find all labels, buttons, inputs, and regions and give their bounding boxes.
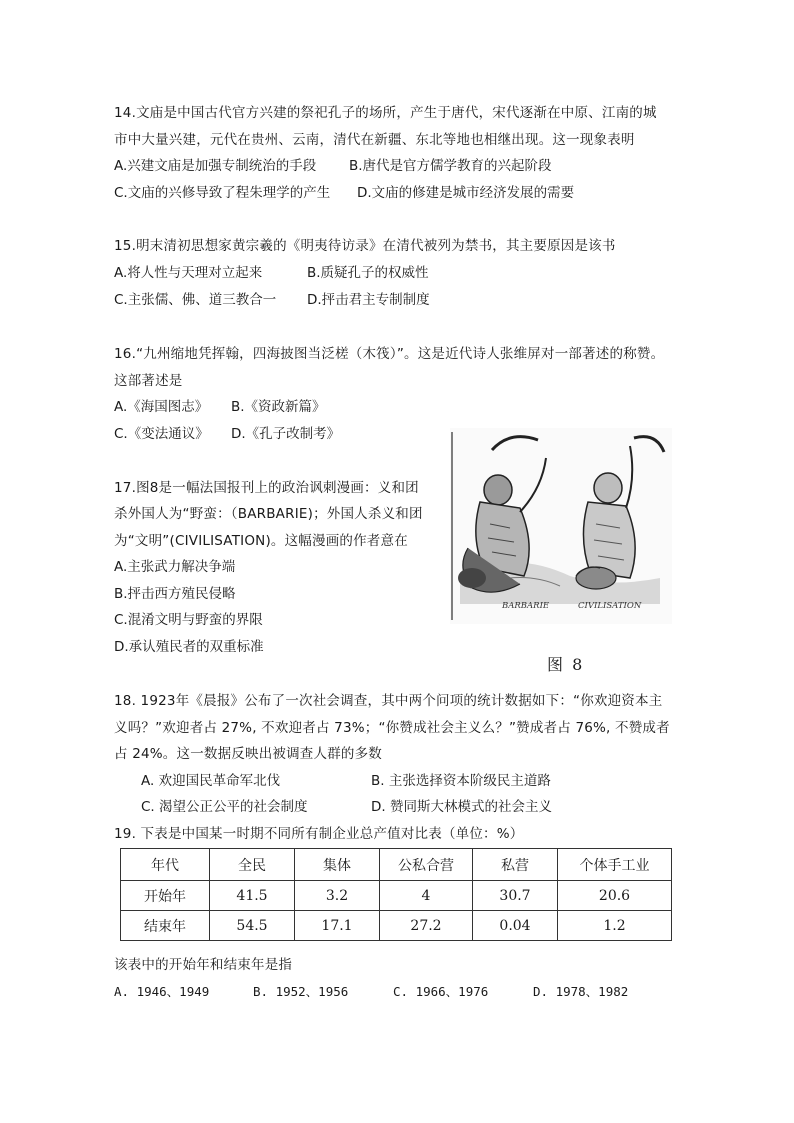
q16-option-c: C.《变法通议》 xyxy=(114,426,209,442)
table-header-cell: 集体 xyxy=(295,849,380,881)
figure-label-barbarie: BARBARIE xyxy=(502,601,550,611)
q16-option-b: B.《资政新篇》 xyxy=(231,399,326,415)
output-value-table xyxy=(120,848,672,941)
table-cell: 3.2 xyxy=(295,881,380,911)
q16-option-d: D.《孔子改制考》 xyxy=(231,426,341,442)
q17-option-b: B.抨击西方殖民侵略 xyxy=(114,586,236,602)
q16-stem-line2: 这部著述是 xyxy=(114,373,183,389)
q18-stem-line1: 18. 1923年《晨报》公布了一次社会调查，其中两个问项的统计数据如下：“你欢迎资本主 xyxy=(114,693,663,709)
q18-option-b: B. 主张选择资本阶级民主道路 xyxy=(371,773,551,789)
table-cell: 27.2 xyxy=(380,911,473,941)
q18-option-d: D. 赞同斯大林模式的社会主义 xyxy=(371,799,552,815)
q16-option-a: A.《海国图志》 xyxy=(114,399,209,415)
table-cell: 1.2 xyxy=(558,911,672,941)
table-cell: 30.7 xyxy=(473,881,558,911)
q19-option-b: B. 1952、1956 xyxy=(253,984,349,999)
table-header-cell: 公私合营 xyxy=(380,849,473,881)
table-cell: 20.6 xyxy=(558,881,672,911)
table-header-cell: 全民 xyxy=(210,849,295,881)
q15-stem: 15.明末清初思想家黄宗羲的《明夷待访录》在清代被列为禁书，其主要原因是该书 xyxy=(114,238,616,254)
table-cell: 4 xyxy=(380,881,473,911)
q14-stem-line1: 14.文庙是中国古代官方兴建的祭祀孔子的场所，产生于唐代，宋代逐渐在中原、江南的城 xyxy=(114,105,657,121)
q14-option-d: D.文庙的修建是城市经济发展的需要 xyxy=(357,185,575,201)
q19-option-c: C. 1966、1976 xyxy=(393,984,489,999)
cartoon-figure xyxy=(450,428,672,624)
table-header-cell: 个体手工业 xyxy=(558,849,672,881)
q18-option-a: A. 欢迎国民革命军北伐 xyxy=(141,773,281,789)
q18-stem-line3: 占 24%。这一数据反映出被调查人群的多数 xyxy=(114,746,382,762)
figure-caption: 图 8 xyxy=(547,655,585,674)
table-cell: 54.5 xyxy=(210,911,295,941)
q17-option-a: A.主张武力解决争端 xyxy=(114,559,236,575)
q15-option-c: C.主张儒、佛、道三教合一 xyxy=(114,292,277,308)
q18-stem-line2: 义吗？”欢迎者占 27%, 不欢迎者占 73%；“你赞成社会主义么？”赞成者占 76%, 不赞成者 xyxy=(114,720,670,736)
q17-option-c: C.混淆文明与野蛮的界限 xyxy=(114,612,263,628)
table-header-cell: 私营 xyxy=(473,849,558,881)
table-header-cell: 年代 xyxy=(121,849,210,881)
q19-stem: 19. 下表是中国某一时期不同所有制企业总产值对比表（单位：%） xyxy=(114,826,524,842)
q14-option-a: A.兴建文庙是加强专制统治的手段 xyxy=(114,158,317,174)
table-cell: 41.5 xyxy=(210,881,295,911)
table-cell: 0.04 xyxy=(473,911,558,941)
table-cell: 开始年 xyxy=(121,881,210,911)
q19-option-a: A. 1946、1949 xyxy=(114,984,210,999)
table-cell: 结束年 xyxy=(121,911,210,941)
table-row xyxy=(121,881,672,911)
q19-option-d: D. 1978、1982 xyxy=(533,984,629,999)
q17-stem-line1: 17.图8是一幅法国报刊上的政治讽刺漫画：义和团 xyxy=(114,480,419,496)
q14-option-b: B.唐代是官方儒学教育的兴起阶段 xyxy=(349,158,552,174)
q15-option-d: D.抨击君主专制制度 xyxy=(307,292,430,308)
table-cell: 17.1 xyxy=(295,911,380,941)
q14-option-c: C.文庙的兴修导致了程朱理学的产生 xyxy=(114,185,331,201)
q18-option-c: C. 渴望公正公平的社会制度 xyxy=(141,799,308,815)
q19-question: 该表中的开始年和结束年是指 xyxy=(114,957,293,973)
q16-stem-line1: 16.“九州缩地凭挥翰，四海披图当泛槎（木筏）”。这是近代诗人张维屏对一部著述的称赞。 xyxy=(114,346,665,362)
q15-option-b: B.质疑孔子的权威性 xyxy=(307,265,429,281)
q14-stem-line2: 市中大量兴建，元代在贵州、云南，清代在新疆、东北等地也相继出现。这一现象表明 xyxy=(114,132,635,148)
table-row xyxy=(121,911,672,941)
cartoon-illustration xyxy=(450,428,672,624)
figure-label-civilisation: CIVILISATION xyxy=(578,601,642,611)
q17-stem-line2: 杀外国人为“野蛮：（BARBARIE)；外国人杀义和团 xyxy=(114,506,423,522)
q17-stem-line3: 为“文明”(CIVILISATION)。这幅漫画的作者意在 xyxy=(114,533,408,549)
q17-option-d: D.承认殖民者的双重标准 xyxy=(114,639,264,655)
q15-option-a: A.将人性与天理对立起来 xyxy=(114,265,263,281)
table-header-row xyxy=(121,849,672,881)
